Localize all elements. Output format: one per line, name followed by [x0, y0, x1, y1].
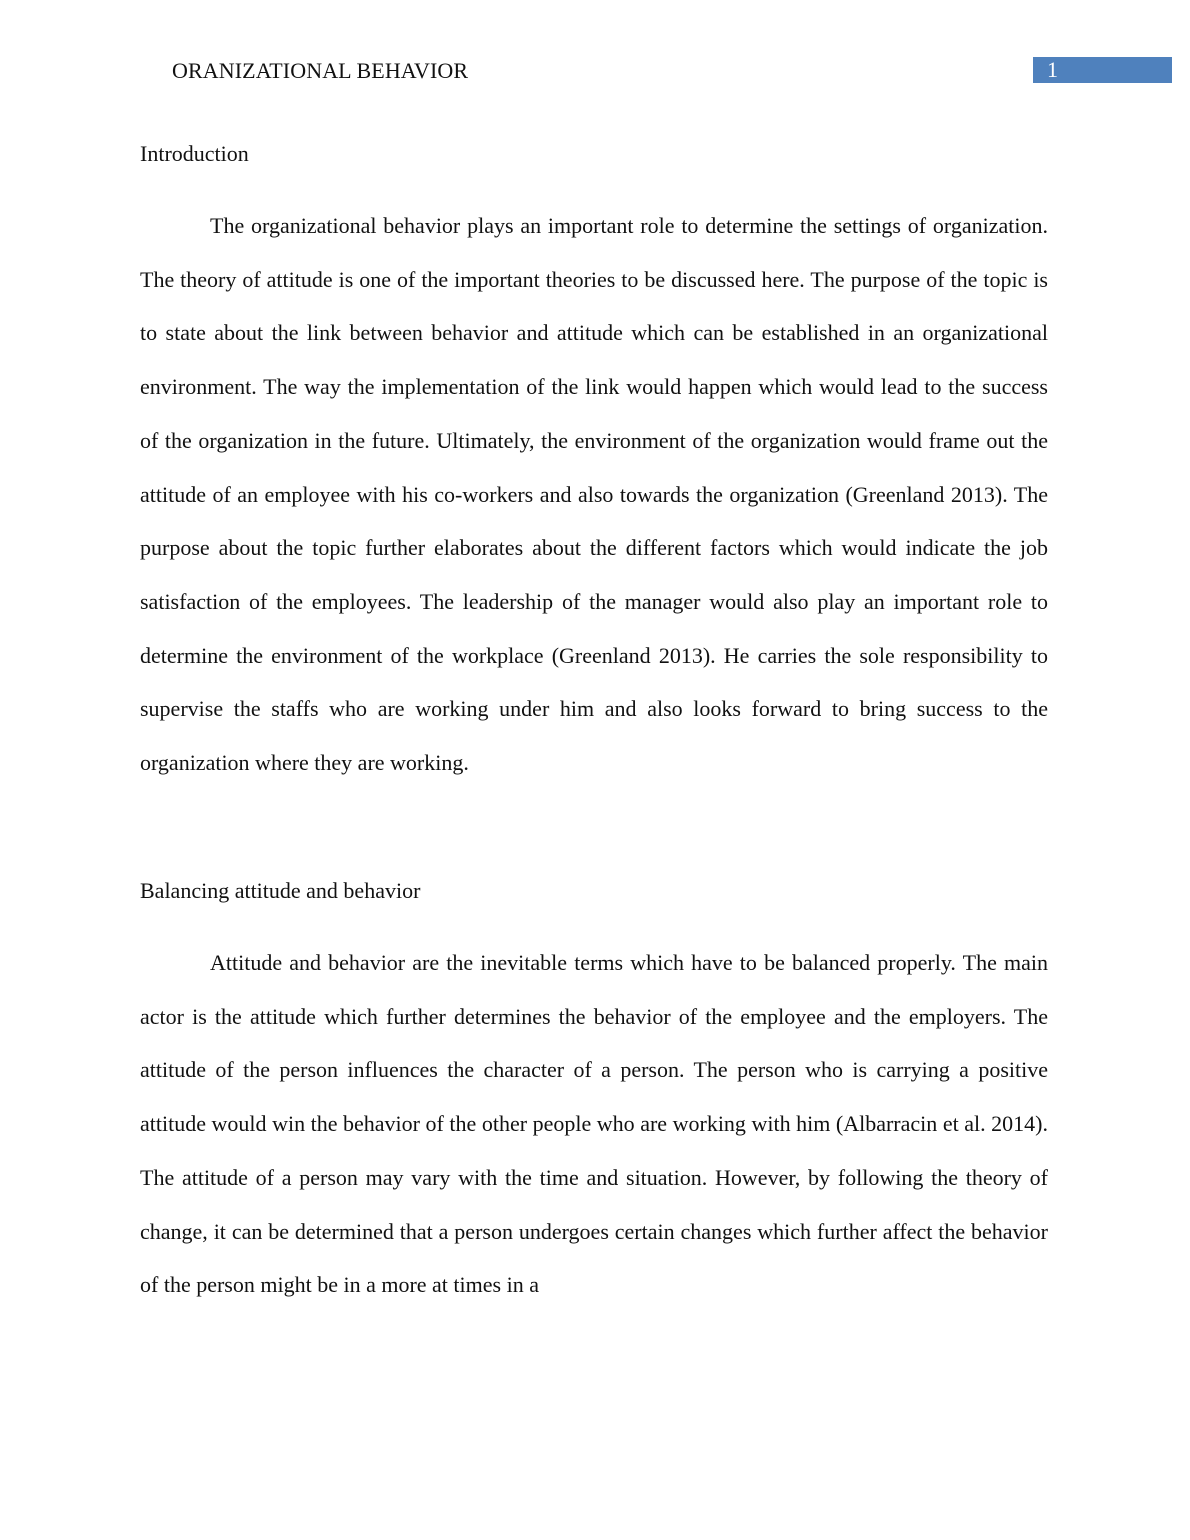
page-number: 1: [1047, 57, 1058, 82]
page-number-badge: [1033, 57, 1172, 83]
running-header-title: ORANIZATIONAL BEHAVIOR: [172, 58, 469, 83]
balancing-paragraph: Attitude and behavior are the inevitable terms which have to be balanced properly. The main actor is the attitude which further determines the behavior of the employee and the employers. The attitude of the person influences the character of a person. The person who is carrying a positive attitude would win the behavior of the other people who are working with him (Albarracin et al. 2014). The attitude of a person may vary with the time and situation. However, by following the theory of change, it can be determined that a person undergoes certain changes which further affect the behavior of the person might be in a more at times in a: [140, 950, 1048, 1298]
section-heading-balancing: Balancing attitude and behavior: [140, 878, 421, 903]
section-heading-introduction: Introduction: [140, 141, 249, 166]
introduction-paragraph: The organizational behavior plays an important role to determine the settings of organization. The theory of attitude is one of the important theories to be discussed here. The purpose of the topic is to state about the link between behavior and attitude which can be established in an organizational environment. The way the implementation of the link would happen which would lead to the success of the organization in the future. Ultimately, the environment of the organization would frame out the attitude of an employee with his co-workers and also towards the organization (Greenland 2013). The purpose about the topic further elaborates about the different factors which would indicate the job satisfaction of the employees. The leadership of the manager would also play an important role to determine the environment of the workplace (Greenland 2013). He carries the sole responsibility to supervise the staffs who are working under him and also looks forward to bring success to the organization where they are working.: [140, 213, 1048, 776]
